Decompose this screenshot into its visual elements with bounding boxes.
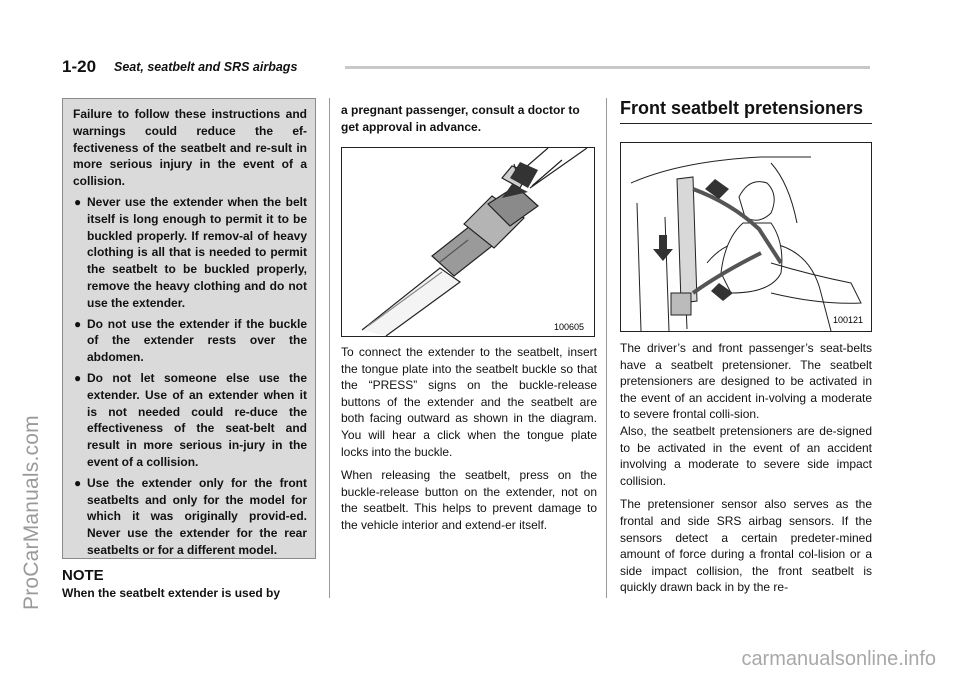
column-divider (329, 98, 330, 598)
figure-code: 100605 (554, 322, 585, 332)
col2-body (341, 344, 597, 541)
bullet-dot-icon: ● (74, 194, 82, 209)
pretensioner-illustration (621, 143, 871, 331)
section-title: Seat, seatbelt and SRS airbags (114, 60, 298, 74)
bullet-text: Use the extender only for the front seatbelts and only for the model for which it was originally provid-ed. Never use the extender for the rear seatbelts or for a different model. (87, 475, 307, 557)
column-divider (606, 98, 607, 598)
pretensioner-figure (620, 142, 872, 332)
col3-body (620, 340, 872, 603)
seatbelt-extender-illustration (342, 148, 594, 336)
bullet-dot-icon: ● (74, 370, 82, 385)
warning-bullet (73, 370, 307, 471)
heading-rule (620, 123, 872, 124)
bullet-text: Never use the extender when the belt itself is long enough to permit it to be buckled properly. If remov-al of heavy clothing is all that is needed to permit the seatbelt to be buckled properly, remove the heavy clothing and do not use the extender. (87, 194, 307, 310)
paragraph: To connect the extender to the seatbelt, insert the tongue plate into the seatbelt buckle so that the “PRESS” signs on the buckle-release buttons of the extender and the seatbelt are both facing outward as shown in the diagram. You will hear a click when the tongue plate locks into the buckle. (341, 345, 597, 459)
paragraph: The driver’s and front passenger’s seat-belts have a seatbelt pretensioner. The seatbelt pretensioners are designed to be activated in the event of an accident in-volving a moderate to severe frontal colli-sion. (620, 341, 872, 422)
note-heading: NOTE (62, 567, 104, 584)
figure-code: 100121 (833, 315, 864, 325)
bullet-dot-icon: ● (74, 475, 82, 490)
page-header (62, 57, 870, 79)
warning-bullet (73, 316, 307, 366)
side-watermark: ProCarManuals.com (20, 415, 43, 610)
warning-intro: Failure to follow these instructions and warnings could reduce the ef-fectiveness of the seatbelt and re-sult in more serious injury in the event of a collision. (73, 107, 307, 189)
bullet-text: Do not let someone else use the extender. Use of an extender when it is not needed could re-duce the effectiveness of the seat-belt and result in more serious in-jury in the event of a collision. (87, 370, 307, 469)
bullet-text: Do not use the extender if the buckle of the extender rests over the abdomen. (87, 316, 307, 365)
header-rule (345, 66, 870, 69)
footer-watermark: carmanualsonline.info (741, 648, 936, 670)
continuation-text: a pregnant passenger, consult a doctor to get approval in advance. (341, 103, 580, 134)
paragraph: When releasing the seatbelt, press on the buckle-release button on the extender, not on the seatbelt. This helps to prevent damage to the vehicle interior and extend-er itself. (341, 468, 597, 532)
warning-box (62, 98, 316, 559)
warning-bullet (73, 475, 307, 559)
section-heading: Front seatbelt pretensioners (620, 98, 864, 118)
extender-figure (341, 147, 595, 337)
page-number: 1-20 (62, 57, 97, 76)
note-text: When the seatbelt extender is used by (62, 586, 281, 600)
paragraph: The pretensioner sensor also serves as the frontal and side SRS airbag sensors. If the sensors detect a certain predeter-mined amount of force during a frontal col-lision or a side impact collision, the front seatbelt is quickly drawn back in by the re- (620, 497, 872, 595)
paragraph: Also, the seatbelt pretensioners are de-signed to be activated in the event of an accident involving a moderate to severe side impact collision. (620, 423, 872, 488)
bullet-dot-icon: ● (74, 316, 82, 331)
warning-bullet (73, 194, 307, 312)
warning-list (73, 194, 307, 559)
